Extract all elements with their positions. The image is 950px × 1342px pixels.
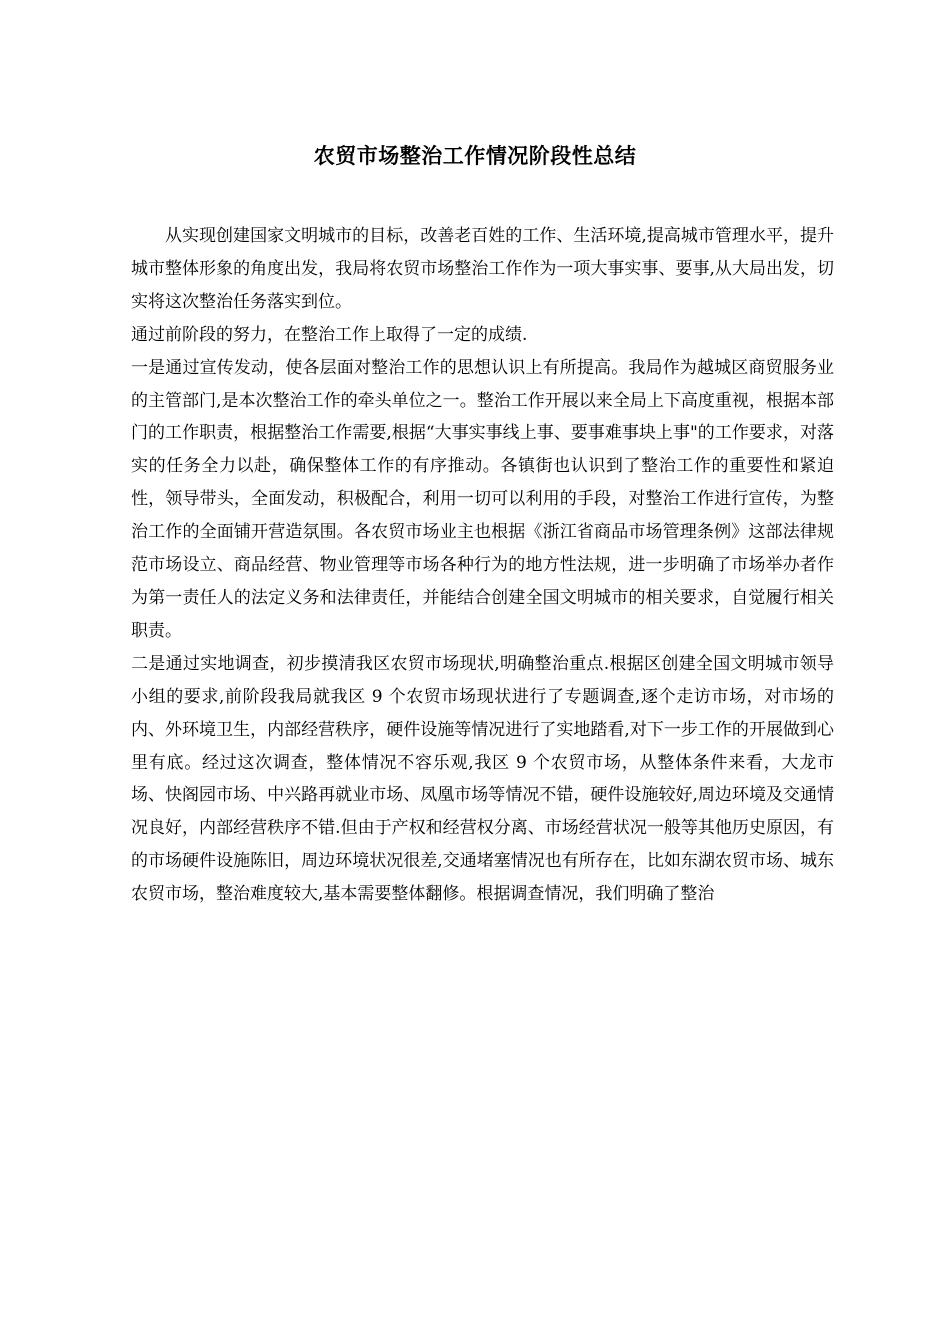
paragraph-achievements: 通过前阶段的努力，在整治工作上取得了一定的成绩.	[131, 324, 528, 345]
paragraph-point-one: 一是通过宣传发动，使各层面对整治工作的思想认识上有所提高。我局作为越城区商贸服务业的主管部门,是本次整治工作的牵头单位之一。整治工作开展以来全局上下高度重视，根据本部门的工作职责，根据整治工作需要,根据“大事实事线上事、要事难事块上事"的工作要求，对落实的任务全力以赴，确保整体工作的有序推动。各镇街也认识到了整治工作的重要性和紧迫性，领导带头，全面发动，积极配合，利用一切可以利用的手段，对整治工作进行宣传，为整治工作的全面铺开营造氛围。各农贸市场业主也根据《浙江省商品市场管理条例》这部法律规范市场设立、商品经营、物业管理等市场各种行为的地方性法规，进一步明确了市场举办者作为第一责任人的法定义务和法律责任，并能结合创建全国文明城市的相关要求，自觉履行相关职责。	[131, 357, 834, 641]
paragraph-point-two: 二是通过实地调查，初步摸清我区农贸市场现状,明确整治重点.根据区创建全国文明城市领导小组的要求,前阶段我局就我区 9 个农贸市场现状进行了专题调查,逐个走访市场，对市场的内、外环境卫生，内部经营秩序，硬件设施等情况进行了实地踏看,对下一步工作的开展做到心里有底。经过这次调查，整体情况不容乐观,我区 9 个农贸市场，从整体条件来看，大龙市场、快阁园市场、中兴路再就业市场、凤凰市场等情况不错，硬件设施较好,周边环境及交通情况良好，内部经营秩序不错.但由于产权和经营权分离、市场经营状况一般等其他历史原因，有的市场硬件设施陈旧，周边环境状况很差,交通堵塞情况也有所存在，比如东湖农贸市场、城东农贸市场，整治难度较大,基本需要整体翻修。根据调查情况，我们明确了整治	[131, 653, 834, 905]
document-body	[131, 220, 834, 911]
document-title: 农贸市场整治工作情况阶段性总结	[313, 143, 637, 168]
paragraph-intro: 从实现创建国家文明城市的目标，改善老百姓的工作、生活环境,提高城市管理水平，提升城市整体形象的角度出发，我局将农贸市场整治工作作为一项大事实事、要事,从大局出发，切实将这次整治任务落实到位。	[131, 226, 834, 312]
